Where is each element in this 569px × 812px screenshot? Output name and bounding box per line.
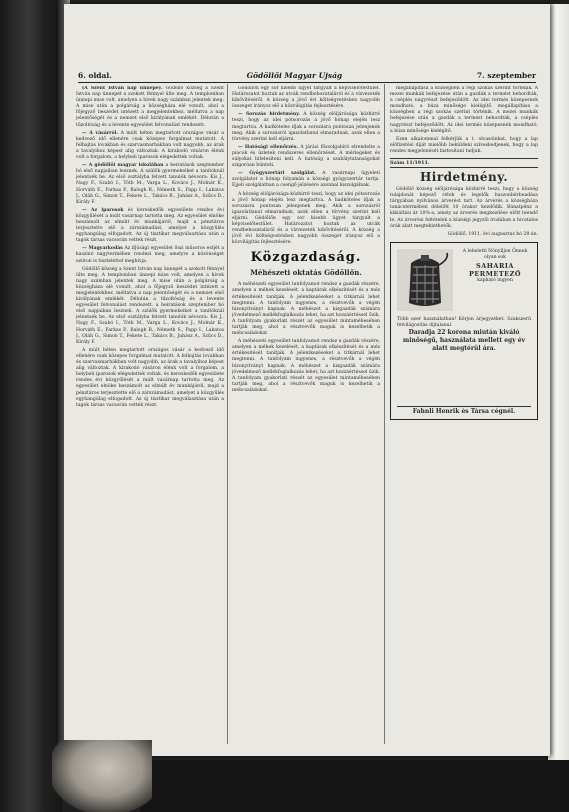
- advertisement-body: Több ezer használatban! Kérjen árjegyzéket. Szakszerű felvilágosítás díjtalanul. Daradja 22 korona miután kiváló minőségű, használata mellett egy év alatt megtérül ára.: [397, 316, 531, 353]
- sprayer-illustration-icon: [397, 249, 453, 311]
- article: — Gyógyszertári szolgálat. A vasárnapi ügyeleti szolgálatot a hónap folyamán a községi gyógyszertár tartja. Éjjeli szolgálatban a csengő jelzésére azonnal kiszolgálnak.: [232, 171, 380, 189]
- article-continued: A múlt héten megtartott országos vásár a kedvező idő ellenére csak közepes forgalmat mutatott. A felhajtás lovakban és szarvasmarhákban volt nagyobb, az árak a tavalyihoz képest alig változtak. A kirakodó vásáron élénk volt a forgalom, a helybeli iparosok elégedettek voltak. és kereskedők egyesülete rendes évi közgyűlését a múlt vasárnap tartotta meg. Az egyesület elnöke beszámolt az elmúlt év munkájáról, majd a pénztáros terjesztette elő a zárszámadást, amelyet a közgyűlés egyhangúlag elfogadott. Az új tisztikar megválasztása után a tagok társas vacsorán vettek részt.: [76, 347, 224, 408]
- page-number: 6. oldal.: [78, 70, 112, 80]
- article: Ezen alkalommal felkérjük a t. olvasóinkat, hogy a lap előfizetési díját mielőbb beküldeni szíveskedjenek, hogy a lap rendes megjelenését biztosítani tudjuk.: [390, 136, 538, 154]
- advertisement-footer: Fahnli Henrik és Társa cégnél.: [397, 406, 531, 415]
- scanner-background: [140, 760, 569, 812]
- advertisement-brand: SAHARIA PERMETEZŐ: [468, 261, 522, 278]
- newspaper-page: [64, 4, 550, 756]
- article: — A vásárról. A múlt héten megtartott országos vásár a kedvező idő ellenére csak közepes forgalmat mutatott. A felhajtás lovakban és szarvasmarhákban volt nagyobb, az árak a tavalyihoz képest alig változtak. A kirakodó vásáron élénk volt a forgalom, a helybeli iparosok elégedettek voltak.: [76, 130, 224, 161]
- article: (A Szent István nap ünnepe). Gödöllő község a Szent István nap ünnepét a szokott fénnyel ülte meg. A templomban ünnepi mise volt, amelyen a hívek nagy számban jelentek meg. A mise után a polgárság a községháza elé vonult, ahol a főjegyző beszédet intézett a megjelentekhez, méltatva a nap jelentőségét és a nemzet első királyának emlékét. Délután a tűzoltóság és a levente egyesület felvonulást rendezett.: [76, 86, 224, 128]
- article: — A gödöllői magyar iskolában a beiratások szeptember hó első napjaiban lesznek. A szülők gyermekeiket a tanítóknál jelentsék be. Az első osztályba felvett tanulók névsora: Kis J., Nagy F., Szabó I., Tóth M., Varga L., Kovács J., Molnár K., Horváth E., Farkas P., Balogh R., Németh S., Papp I., Lakatos J., Oláh G., Simon T., Fekete L., Takács B., Juhász A., Szűcs D., Király F.: [76, 163, 224, 205]
- article: A méhészeti egyesület tanfolyamot rendez a gazdák részére, amelyen a méhek kezelését, a kaptárak elkészítését és a méz értékesítését tanítják. A jelentkezéseket a titkárnál lehet megtenni. A tanfolyam ingyenes, a résztvevők a végén bizonyítványt kapnak. A méhészet a kisgazdák számára jövedelmező mellékfoglalkozás lehet, ha azt hozzáértéssel űzik. A tanfolyam gyakorlati részét az egyesület mintaméhesében tartják meg, ahol a résztvevők maguk is kezelhetik a méhcsaládokat.: [232, 282, 380, 337]
- advertisement-box: [390, 242, 538, 420]
- article-continued: A község elöljárósága közhírré teszi, hogy az idei pótsorozás a jövő hónap elején lesz megtartva. A hadköteles ifjak a sorozásra pontosan jelenjenek meg. Akik a sorozásról igazolatlanul elmaradnak, azok ellen a törvény szerint kell eljárni. Gödöllőn egy sor kisebb ügyet tárgyalt a képviselőtestület. Határozatot hoztak az utcák rendbehozataláról és a vízvezeték kibővítéséről. A község a jövő évi költségvetésben nagyobb összeget irányoz elő a közvilágítás fejlesztésére.: [232, 191, 380, 246]
- notice-sign: Gödöllő, 1911. évi augusztus hó 28-án.: [447, 231, 538, 237]
- article: — Magyarkodás Az ifjúsági egyesület őszi műsoros estjét a kaszinó nagytermében rendezi meg, amelyre a közönséget ezúton is tisztelettel meghívja.: [76, 246, 224, 264]
- notice-title: Hirdetmény.: [419, 170, 509, 185]
- column-rule-2: [384, 84, 385, 744]
- notice-number: Szám 11/1911.: [390, 158, 538, 168]
- page-right-edge: [548, 4, 569, 764]
- column-1: [76, 86, 224, 746]
- column-2: [232, 86, 380, 746]
- notice-text: Gödöllő község elöljárósága közhírré teszi, hogy a község tulajdonát képező rétek és legelők haszonbérbeadása tárgyában nyilvános árverést tart. Az árverés a községháza tanácstermében délelőtt 10 órakor kezdődik. Bánatpénz a kikiáltási ár 10%-a, amely az árverés megkezdése előtt teendő le. Az árverési feltételek a községi jegyzői irodában a hivatalos órák alatt megtekinthetők.: [390, 187, 538, 229]
- article: — Az iparosok és kereskedők egyesülete rendes évi közgyűlését a múlt vasárnap tartotta meg. Az egyesület elnöke beszámolt az elmúlt év munkájáról, majd a pénztáros terjesztette elő a zárszámadást, amelyet a közgyűlés egyhangúlag elfogadott. Az új tisztikar megválasztása után a tagok társas vacsorán vettek részt.: [76, 207, 224, 244]
- section-title-economy: Közgazdaság.: [250, 250, 362, 266]
- article: — Hatósági ellenőrzés. A járási főszolgabíró elrendelte a piacok és üzletek rendszeres ellenőrzését. A mérlegeket és súlyokat hitelesíteni kell. A hatóság a szabálytalanságokat szigorúan bünteti.: [232, 144, 380, 169]
- scanner-thumb: [52, 740, 152, 812]
- article: megállapítása a községben a régi szokás szerint történik. A mezei munkák befejezése után a gazdák a termést behordták, a cséplés nagyrészt befejeződött. Az idei termés közepesnek mondható, a búza minősége kielégítő. megállapítása a községben a régi szokás szerint történik. A mezei munkák befejezése után a gazdák a termést behordták, a cséplés nagyrészt befejeződött. Az idei termés közepesnek mondható, a búza minősége kielégítő.: [390, 86, 538, 134]
- article: Gödöllőn egy sor kisebb ügyet tárgyalt a képviselőtestület. Határozatot hoztak az utcák rendbehozataláról és a vízvezeték kibővítéséről. A község a jövő évi költségvetésben nagyobb összeget irányoz elő a közvilágítás fejlesztésére.: [232, 86, 380, 110]
- article-continued: Gödöllő község a Szent István nap ünnepét a szokott fénnyel ülte meg. A templomban ünnepi mise volt, amelyen a hívek nagy számban jelentek meg. A mise után a polgárság a községháza elé vonult, ahol a főjegyző beszédet intézett a megjelentekhez, méltatva a nap jelentőségét és a nemzet első királyának emlékét. Délután a tűzoltóság és a levente egyesület felvonulást rendezett. a beiratások szeptember hó első napjaiban lesznek. A szülők gyermekeiket a tanítóknál jelentsék be. Az első osztályba felvett tanulók névsora: Kis J., Nagy F., Szabó I., Tóth M., Varga L., Kovács J., Molnár K., Horváth E., Farkas P., Balogh R., Németh S., Papp I., Lakatos J., Oláh G., Simon T., Fekete L., Takács B., Juhász A., Szűcs D., Király F.: [76, 266, 224, 345]
- article-continued: A méhészeti egyesület tanfolyamot rendez a gazdák részére, amelyen a méhek kezelését, a kaptárak elkészítését és a méz értékesítését tanítják. A jelentkezéseket a titkárnál lehet megtenni. A tanfolyam ingyenes, a résztvevők a végén bizonyítványt kapnak. A méhészet a kisgazdák számára jövedelmező mellékfoglalkozás lehet, ha azt hozzáértéssel űzik. A tanfolyam gyakorlati részét az egyesület mintaméhesében tartják meg, ahol a résztvevők maguk is kezelhetik a méhcsaládokat.: [232, 339, 380, 393]
- column-3: [390, 86, 538, 746]
- section-subtitle: Méhészeti oktatás Gödöllőn.: [250, 268, 362, 278]
- advertisement-side-text: A leheletti Nónyíljon Önnek olyan sok SAHARIA PERMETEZŐ kapható ingyen: [457, 249, 533, 284]
- newspaper-title: Gödöllői Magyar Ujság: [246, 70, 343, 80]
- advertisement-highlight: Daradja 22 korona miután kiváló minőségű, használata mellett egy év alatt megtérül ára.: [402, 329, 526, 353]
- book-binding: [0, 0, 62, 812]
- article: — Sorozás hirdetmény. A község elöljárósága közhírré teszi, hogy az idei pótsorozás a jövő hónap elején lesz megtartva. A hadköteles ifjak a sorozásra pontosan jelenjenek meg. Akik a sorozásról igazolatlanul elmaradnak, azok ellen a törvény szerint kell eljárni.: [232, 112, 380, 142]
- page-header: [78, 68, 536, 83]
- issue-date: 7. szeptember: [476, 70, 536, 80]
- column-rule-1: [227, 84, 228, 744]
